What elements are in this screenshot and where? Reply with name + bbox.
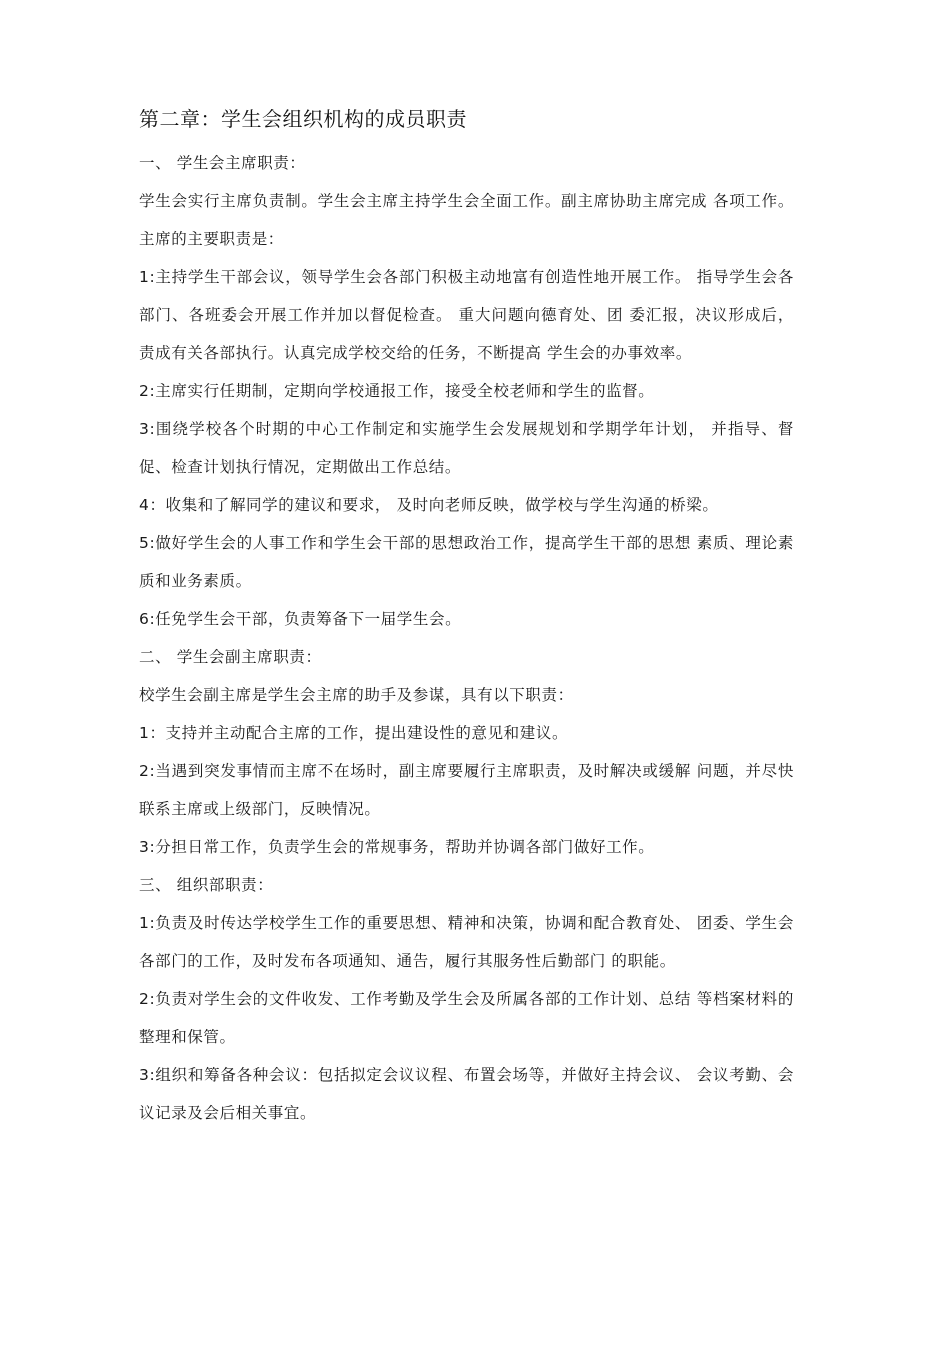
paragraph: 5:做好学生会的人事工作和学生会干部的思想政治工作，提高学生干部的思想 素质、理论素质和业务素质。: [139, 534, 794, 590]
document-body: [139, 100, 794, 1132]
section-heading: 一、 学生会主席职责：: [139, 154, 306, 172]
section-heading: 二、 学生会副主席职责：: [139, 648, 322, 666]
section-president: [139, 144, 794, 638]
chapter-title: 第二章：学生会组织机构的成员职责: [139, 107, 467, 131]
paragraph: 2:当遇到突发事情而主席不在场时，副主席要履行主席职责，及时解决或缓解 问题，并尽快联系主席或上级部门，反映情况。: [139, 762, 794, 818]
paragraph: 2:负责对学生会的文件收发、工作考勤及学生会及所属各部的工作计划、总结 等档案材料的整理和保管。: [139, 990, 794, 1046]
paragraph: 学生会实行主席负责制。学生会主席主持学生会全面工作。副主席协助主席完成 各项工作。主席的主要职责是：: [139, 192, 794, 248]
paragraph: 校学生会副主席是学生会主席的助手及参谋，具有以下职责：: [139, 686, 574, 704]
paragraph: 3:组织和筹备各种会议：包括拟定会议议程、布置会场等，并做好主持会议、 会议考勤、会议记录及会后相关事宜。: [139, 1066, 794, 1122]
paragraph: 6:任免学生会干部，负责筹备下一届学生会。: [139, 610, 462, 628]
section-organization-dept: [139, 866, 794, 1132]
paragraph: 1:负责及时传达学校学生工作的重要思想、精神和决策，协调和配合教育处、 团委、学生会各部门的工作，及时发布各项通知、通告，履行其服务性后勤部门 的职能。: [139, 914, 794, 970]
section-heading: 三、 组织部职责：: [139, 876, 274, 894]
paragraph: 1：支持并主动配合主席的工作，提出建设性的意见和建议。: [139, 724, 569, 742]
paragraph: 1:主持学生干部会议，领导学生会各部门积极主动地富有创造性地开展工作。 指导学生会各部门、各班委会开展工作并加以督促检查。 重大问题向德育处、团 委汇报，决议形成后，责成有关各部执行。认真完成学校交给的任务，不断提高 学生会的办事效率。: [139, 268, 794, 362]
paragraph: 4：收集和了解同学的建议和要求， 及时向老师反映，做学校与学生沟通的桥梁。: [139, 496, 719, 514]
section-vice-president: [139, 638, 794, 866]
paragraph: 3:围绕学校各个时期的中心工作制定和实施学生会发展规划和学期学年计划， 并指导、督促、检查计划执行情况，定期做出工作总结。: [139, 420, 794, 476]
paragraph: 3:分担日常工作，负责学生会的常规事务，帮助并协调各部门做好工作。: [139, 838, 655, 856]
paragraph: 2:主席实行任期制，定期向学校通报工作，接受全校老师和学生的监督。: [139, 382, 655, 400]
